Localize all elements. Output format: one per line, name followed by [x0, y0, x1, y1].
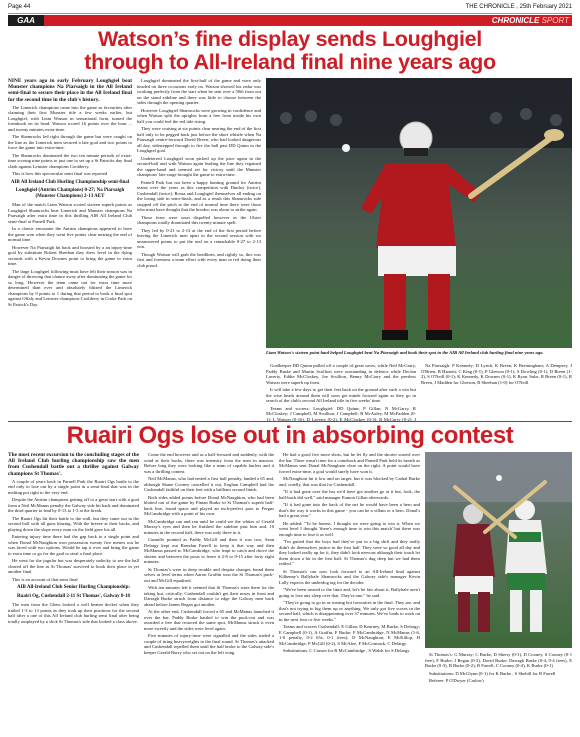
paragraph: "We've been treated to the limit and, let's be fair about it, Ballyhale aren't going to lose any sleep over that. They're one," he said.: [279, 587, 420, 598]
photo-caption: Liam Watson's sixteen point haul helped Loughgiel beat Na Piarsaigh and book their spot in the AIB All Ireland club hurling final nine years ago.: [266, 350, 544, 355]
chronicle-sport-logo: [492, 15, 569, 26]
result-line: Ruairi Og, Cushendall 2-11 St Thomas', Galway 0-18: [16, 593, 131, 599]
paragraph: The Ruairi Ogs hit their battle to the wall, but they came out in the second half with all guns blazing. With the breeze at their backs, and playing down the slope every man on the field gave his all.: [8, 515, 139, 532]
paragraph: Man of the match Liam Watson scored sixteen superb points as Loughgiel Shamrocks beat Limerick and Munster champions Na Piarsaigh after extra time in this thrilling AIB All Ireland Club semi-final at Parnell Park.: [8, 202, 132, 224]
result-line: Loughgiel (Antrim Champions) 0-27; Na Piarsaigh (Munster Champions) 2-13 AET: [15, 188, 125, 199]
article2-column-1: [8, 452, 139, 734]
hurling-action-photo: [266, 78, 572, 348]
article1-headline-line2: through to All-Ireland final nine years ago: [84, 50, 496, 74]
paragraph: Goalkeeper DD Quinn pulled off a couple of great saves, while Neil McGarry, Paddy Burke and Martin Scullion were outstanding in defence while Declan Laverty, Eddie McCloskey, Joe Scullion, Benny McCarry and the peerless Watson were superb up front.: [266, 363, 416, 385]
paragraph: He added: "To be honest, I thought we were going to win it. When we went level I thought 'there's enough time to win this match' but there was enough time to lose it as well.: [279, 520, 420, 537]
paragraph: Five minutes of injury-time were signalled and the sides traded a couple of tiring heavyweights in the final round. St Thomas's attacked and Cushendall repelled them until the half broke to the Galway side's keeper Gerald Burry who set out on the left wing.: [144, 633, 274, 655]
article1-column-1: [8, 78, 132, 420]
paragraph: Loughgiel dominated the first-half of the game and were only headed on three occasions early on. Watson showed his radar was working perfectly from the start when he sent over a 50th from out on the stand sideline and there was little to choose between the sides through the opening quarter.: [137, 78, 261, 105]
paragraph: They were cruising at six points clear nearing the end of the first half only to be pegged back just before the short whistle when Na Piarsaigh centre-forward David Breen, who had looked dangerous all day, sidestepped through to fire the ball past DD Quinn in the Loughgiel goal.: [137, 126, 261, 153]
paragraph: At the other end, Cushendall forced a 65 and McManus launched it over the bar. Paddy Burke battled to win the puck-out and was awarded a free that restored the same spot, McManus struck it even more sweetly and the sides were level again.: [144, 609, 274, 631]
section-banner: [8, 15, 572, 26]
paragraph: With ten minutes left it seemed that St Thomas's were there for the taking but, critically, Cushendall couldn't get their noses in front and Darragh Burke struck from distance to edge the Galway men back ahead before James Regan got another.: [144, 585, 274, 607]
paragraph: The Shamrocks led right through the game but were caught on the line as the Limerick men secured a late goal and two points to force the game into extra-time.: [8, 134, 132, 151]
article1-headline-line1: Watson’s fine display sends Loughgiel: [98, 27, 482, 51]
paragraph: Cunniffe pointed as Paddy McGill and then it was two, Sean Delargy kept out Brendan Farrell to keep it that way and then McManus passed to McCambridge, who leapt to catch and drove the shorter and between the posts to leave it 2-8 to 0-15 after forty eight minutes.: [144, 537, 274, 564]
brand-section: SPORT: [541, 16, 569, 25]
paragraph: "If it had gone over the bar we'd have got another go at it but, look, the ball-back did well," said manager Eamon Gillan afterwards.: [279, 489, 420, 500]
paragraph: The men from the Glens looked a well beaten docket when they trailed 1-3 to 13 points as they took up their positions for the second half after a one of this All Ireland club hurling semi final after being totally outplayed by a slick St Thomas's side that looked a class above.: [8, 602, 139, 624]
paragraph: McNaughton hit it low and on target, but it was blocked by Cathal Burke and, cruelly, that was that for Cushendall.: [279, 476, 420, 487]
edition-date: THE CHRONICLE , 25th February 2021: [465, 4, 572, 10]
article1-headline: [8, 28, 572, 74]
paragraph: McCambridge ran and ran until he could see the whites of Gerald Murray's eyes and then he finished the sideline past him and, 10 minutes in the second half, there was only three in it.: [144, 518, 274, 535]
teams-and-scorers: Teams and scorers Cushendall: E Gillan; D Kearney, M Burke, S Delargy; E Campbell (0-1), A Graffin, F Burke; F McCambridge, N McManus (1-6, 1-0 penalty, 0-2 65s, 0-1 frees); D McNaughton, E McKillop, H McCambridge; P McGill (0-2), S McAfee, F McCormack, C Delargy.: [279, 624, 420, 646]
hurling-action-photo: [425, 452, 572, 648]
paragraph: Entering injury time there had the gap back to a single point and when Donal McNaughton won possession twenty five metres out he was faced with two options. Would he tap it over and bring the game to extra time or go for the goal to steal a final place.: [8, 534, 139, 556]
paragraph: The Shamrocks dominated the two ten minute periods of extra-time scoring nine points to just one to set up a St Patricks day final clash against Leinster champions Coolderry.: [8, 152, 132, 169]
paragraph: The Limerick champions came into the game as favourites after claiming their first Munster title a few weeks earlier, but Loughgiel, with Liam Watson in sensational form, turned the formbook on its head. Watson scored 16 points over the hour ... and twenty minutes extra-time.: [8, 104, 132, 132]
page-header-strip: [8, 3, 572, 14]
article1-column-4: [421, 363, 572, 421]
paragraph: "If it had gone into the back of the net he would have been a hero and that's the way it works in this game - you can be a villain or a hero. Donal's had a great year.": [279, 502, 420, 518]
article2-column-3: [279, 452, 420, 734]
paragraph: Despite the Antrim champions getting off to a great start with a goal from a Neil McManus penalty the Galway side hit back and dominated the third quarter to lead by 0-13 to 1-3 at the break.: [8, 497, 139, 514]
paragraph: Both sides added points before Donal McNaughton, who had been blotted out of the game by Fintan Burke in St Thomas's superb half-back line, found space and played an inch-perfect pass to Fergus McCambridge with a point of his own.: [144, 494, 274, 516]
teams-and-scorers: St Thomas's: G Murray; C Burke, D Sherry (0-1), D Cooney, S Cooney (0-1 free), F Burke; J Regan (0-2), David Burke; Darragh Burke (0-4, 0-4 frees), E Burke (0-3), B Burke (0-2); B Farrell, C Cooney (0-4), K Burke (0-1): [425, 652, 572, 668]
substitutions: Substitutions: D McGlynn (0-1) for K Burke , S Skehill for B Farrell: [429, 670, 556, 676]
referee: Referee: P O'Dwyer (Carlow): [429, 678, 484, 683]
paragraph: St Thomas's were in deep trouble and despite changes found them selves at level terms when Aaron Graffin won the St Thomas's puck-out and McGill equalised.: [144, 566, 274, 583]
paragraph: "They're going to go in as roaring hot favourites in the final. They are, and that's not trying to big them up or anything. We only got five scores in the second half, which is disappointing over 37 minutes. We've loads to work on in the next four or five weeks.": [279, 600, 420, 622]
gaa-tab: GAA: [8, 15, 44, 26]
subhead: AIB All-Ireland Club Senior Hurling Championship:: [16, 585, 131, 591]
paragraph: Neil McManus, who had netted a first half penalty, landed a 65 and, although Shane Cooney cancelled it out, Eoghan Campbell had the Cushendall faithful on their feet with a brilliant second finish.: [144, 476, 274, 492]
article2-column-2: [144, 452, 274, 734]
paragraph: However Na Piarsaigh hit back and boosted by a an injury-time goal by substitute Robert Sheehan they drew level in the dying seconds with a Kevin Downes point to bring the game to extra time.: [8, 244, 132, 267]
paragraph: Come the end however and as a half-forward and suddenly, with the wind at their backs, there was intensity from the men in maroon. Before long they were looking like a team of capable hurlers and it was a thrilling contest.: [144, 452, 274, 474]
paragraph: Undeterred Loughgiel soon picked up the pace again in the second-half and with Watson again leading the line they regained the upper-hand and seemed set for victory until the Munster champions' late surge brought the game to extra-time.: [137, 155, 261, 177]
paragraph: This is how this spectacular semi final was reported: [12, 171, 108, 177]
paragraph: In a classic encounter the Antrim champions appeared to have the game won when they went five points clear nearing the end of normal time.: [8, 226, 132, 243]
article2-column-4: [425, 652, 572, 734]
paragraph: He went for the jugular but was desperately unlucky to see the ball cleared off the line as St Thomas' survived to book their place in yet another final.: [8, 558, 139, 575]
subhead: AIB All Ireland Club Hurling Championship semi-final: [10, 179, 130, 185]
cushendall-match-photo: [425, 452, 572, 648]
substitutions: Substitutions: C Carson for R McCambridge , S Walsh for S Delargy: [283, 648, 410, 653]
paragraph: However Loughgiel Shamrocks were growing in confidence and when Watson split the uprights from a free from inside his own half you could feel the red tide rising.: [137, 107, 261, 124]
paragraph: The large Loughgiel following must have felt their season was in danger of throwing that chance away after dominating the game for so long. However the team came out for extra time more determined than ever and absolutely blitzed the Limerick champions by 9 points to 1 during that period to book a final spot against Offaly and Leinster champions Coolderry in Croke Park on St Patrick's Day.: [8, 268, 132, 307]
paragraph: Those fears were soon dispelled however as the Ulster champions totally dominated this twenty minute spell.: [137, 214, 261, 225]
article2-intro: The most recent excursion to the concluding stages of the All Ireland Club hurling championship saw the men from Cushendall battle out a thriller against Galway champions St Thomas'.: [8, 452, 139, 477]
paragraph: Though Watson will grab the headlines, and rightly so, this was first and foremost a team effort with every man in red doing their club proud.: [137, 251, 261, 268]
paragraph: St Thomas's can now look forward to an All-Ireland final against Kilkenny's Ballyhale Shamrocks and the Galway side's manager Kevin Lally expects the underdog tag for the decider.: [279, 568, 420, 585]
teams-and-scorers: Na Piarsaigh: P Kennedy; D Lynch, K Breen, K Bermingham; A Dempsey, J O'Brien, B Harnett; C King (0-1), P Gleeson (0-1); S Dowling (0-1), D Breen (1-2), S O'Neill (0-1); K Kennedy, K Downes (0-1), K Ryan. Subs: R Breen (0-1), R Breen, J Madden for Gleeson, R Sheehan (1-0) for O'Neill: [421, 363, 572, 385]
article1-column-3: [266, 363, 416, 421]
brand-main: CHRONICLE: [491, 16, 540, 25]
liam-watson-photo: [266, 78, 572, 348]
teams-and-scorers: Teams and scorers: Loughgiel: DD Quinn; P Gillan, N McGarry, R McCloskey; J Campbell, M Scullion, J Campbell; B McAuley, M McFadden (0-1); L Watson (0-16), D Laverty (0-2), E McCloskey (0-3); B McCarry (0-2), J: [266, 405, 416, 421]
article1-intro: NINE years ago in early February Loughgiel beat Munster champions Na Piarsaigh in the All Ireland semi-final to secure their place in the All Ireland final for the second time in the club's history.: [8, 78, 132, 103]
paragraph: A couple of years back in Parnell Park the Ruairi Ogs battle to the end only to lose out by a single point in a semi-final that was in the melting pot right to the very end.: [8, 478, 139, 495]
paragraph: He had a good five more shots, but he let fly and the shorter soared over the bar. There wasn't time for a comeback and Parnell Park held its breath as McManus sent Donal McNaughton clear on the right. A point would have forced extra-time, a goal would surely have won it.: [279, 452, 420, 474]
paragraph: "I'm gutted that the boys had they've put in a big shift and they really didn't do themselves justice in the first half. They were so good all day and they looked really up for it, they didn't look nervous although their touch let them down a bit in the first half. St Thomas's dug deep but we had them rattled.": [279, 539, 420, 566]
article2-headline: Ruairi Ogs lose out in absorbing contest: [66, 422, 514, 449]
paragraph: They led by 0-21 to 2-13 at the end of the first period before leaving the Limerick men apart in the second session with six unanswered points to put the seal on a remarkable 0-27 to 2-13 win.: [137, 227, 261, 249]
page-number: Page 44: [8, 4, 31, 10]
paragraph: This is an account of that semi final: [12, 576, 78, 582]
article1-column-2: [137, 78, 261, 420]
paragraph: Parnell Park has not been a happy hunting ground for Antrim teams over the years as this competition with Dunloy (twice), Cushendall (twice), Rossa and Loughgiel themselves all ending on the losing side in semi-finals, and as a result this Shamrocks side stopped off the pitch at the end of normal time there were those who must have thought that the hoodoo was about to strike again.: [137, 179, 261, 212]
paragraph: It will take a few days to get their feet back on the ground after such a win but the wise heads around them will soon get minds focused again as they go in search of the club's second All Ireland title in five weeks' time.: [266, 387, 416, 403]
